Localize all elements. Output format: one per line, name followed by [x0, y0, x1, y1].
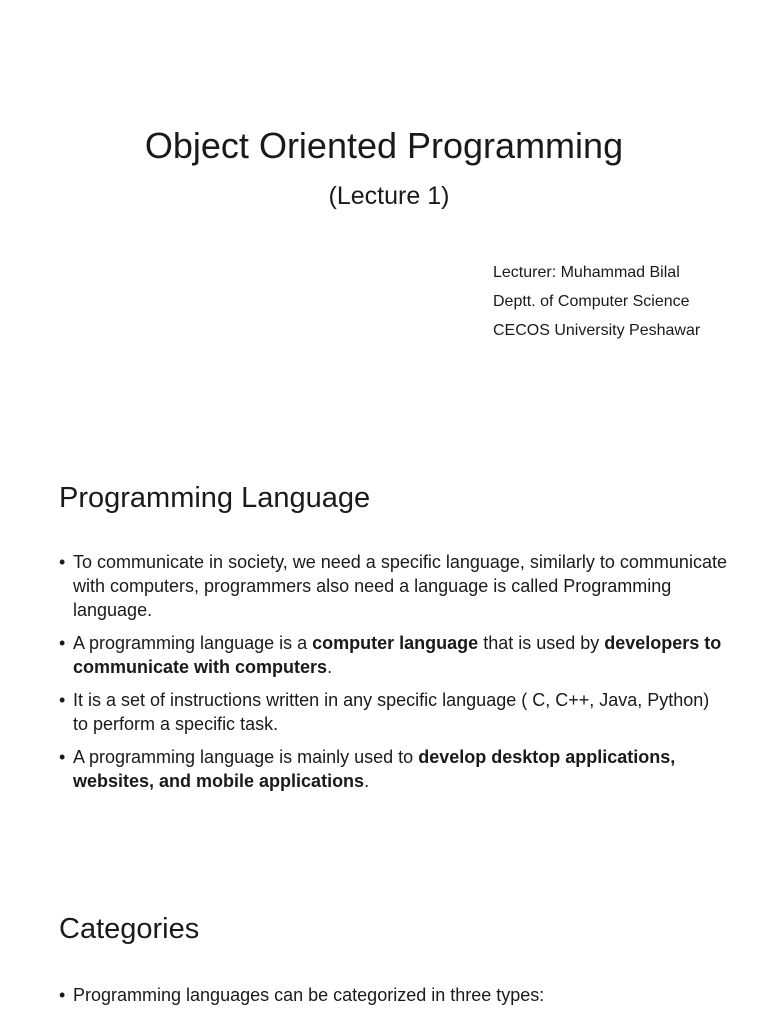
bullet-text: A programming language is mainly used to: [73, 747, 419, 767]
bullet-icon: •: [59, 552, 66, 572]
bullet-text: Programming languages can be categorized in three types:: [73, 985, 545, 1005]
bullet-item: [59, 631, 729, 679]
bullet-bold-text: developers to communicate with computers: [73, 633, 722, 677]
bullet-icon: •: [59, 985, 66, 1005]
bullet-text: It is a set of instructions written in any specific language ( C, C++, Java, Python) to perform a specific task.: [73, 690, 710, 734]
lecturer-name: Lecturer: Muhammad Bilal: [493, 264, 680, 281]
bullet-icon: •: [59, 690, 66, 710]
bullet-item: [59, 688, 729, 736]
bullet-text: A programming language is a: [73, 633, 313, 653]
bullet-text: To communicate in society, we need a specific language, similarly to communicate with computers, programmers also need a language is called Programming language.: [73, 552, 727, 620]
categories-slide: [0, 864, 768, 1024]
bullet-bold-text: computer language: [312, 633, 479, 653]
lecturer-info: [493, 258, 700, 345]
slide-subtitle: (Lecture 1): [328, 182, 450, 210]
bullet-item: [59, 745, 729, 793]
title-slide: [0, 0, 768, 432]
programming-language-slide: [0, 432, 768, 864]
bullet-list: [59, 550, 729, 802]
bullet-icon: •: [59, 633, 66, 653]
bullet-icon: •: [59, 747, 66, 767]
bullet-text: .: [364, 771, 370, 791]
bullet-bold-text: develop desktop applications, websites, and mobile applications: [73, 747, 676, 791]
department-name: Deptt. of Computer Science: [493, 293, 690, 310]
section-heading: Categories: [59, 913, 200, 945]
bullet-item: [59, 983, 729, 1007]
bullet-list: [59, 983, 729, 1016]
university-name: CECOS University Peshawar: [493, 322, 701, 339]
bullet-item: [59, 550, 729, 622]
bullet-text: .: [327, 657, 333, 677]
slide-title: Object Oriented Programming: [144, 125, 624, 166]
section-heading: Programming Language: [59, 482, 371, 514]
bullet-text: that is used by: [478, 633, 605, 653]
